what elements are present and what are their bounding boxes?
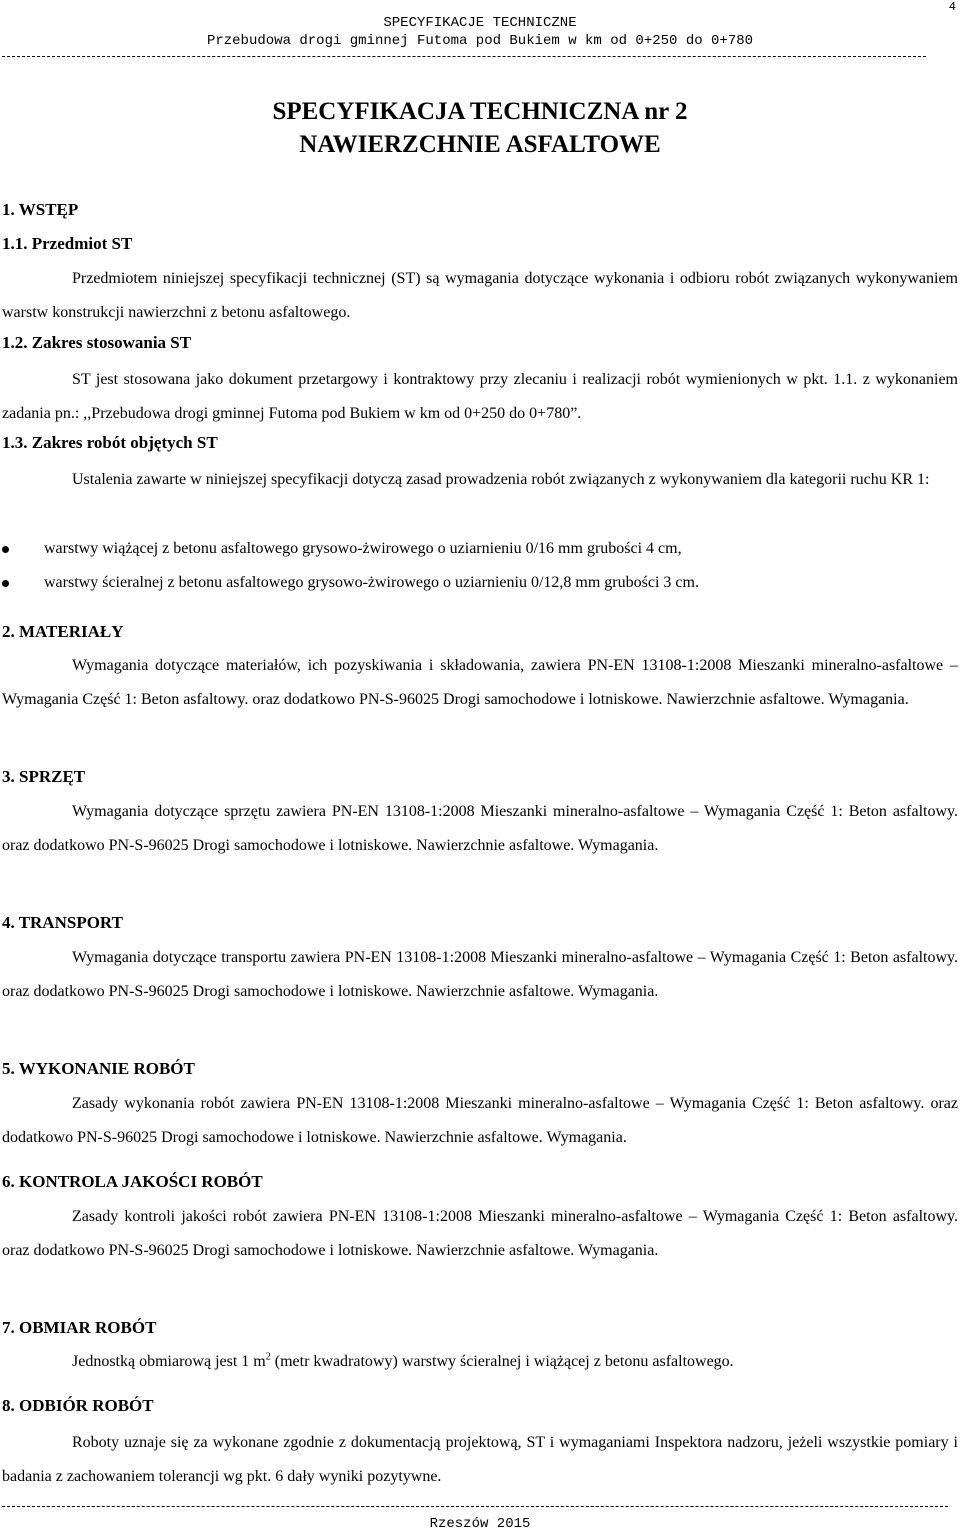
section-heading: 2. MATERIAŁY bbox=[2, 622, 124, 641]
page-number: 4 bbox=[948, 0, 956, 14]
section-heading: 6. KONTROLA JAKOŚCI ROBÓT bbox=[2, 1172, 263, 1191]
section-heading: 5. WYKONANIE ROBÓT bbox=[2, 1059, 195, 1078]
section-heading: 1.2. Zakres stosowania ST bbox=[2, 333, 192, 352]
section-paragraph: ST jest stosowana jako dokument przetargowy i kontraktowy przy zlecaniu i realizacji robót wymienionych w pkt. 1.1. z wykonaniem zadania pn.: ,,Przebudowa drogi gminnej Futoma pod Bukiem w km od 0+250 do 0+780”. bbox=[2, 371, 958, 422]
footer-rule bbox=[2, 1506, 948, 1507]
section-paragraph: Zasady kontroli jakości robót zawiera PN-EN 13108-1:2008 Mieszanki mineralno-asfaltowe – Wymagania Część 1: Beton asfaltowy. oraz dodatkowo PN-S-96025 Drogi samochodowe i lotniskowe. Nawierzchnie asfaltowe. Wymagania. bbox=[2, 1208, 958, 1259]
section-paragraph: Zasady wykonania robót zawiera PN-EN 13108-1:2008 Mieszanki mineralno-asfaltowe – Wymagania Część 1: Beton asfaltowy. oraz dodatkowo PN-S-96025 Drogi samochodowe i lotniskowe. Nawierzchnie asfaltowe. Wymagania. bbox=[2, 1095, 958, 1146]
section-heading: 1.1. Przedmiot ST bbox=[2, 234, 133, 253]
section-heading: 1. WSTĘP bbox=[2, 200, 79, 219]
header-rule bbox=[2, 56, 926, 57]
header-title: SPECYFIKACJE TECHNICZNE bbox=[383, 15, 577, 31]
bullet-icon bbox=[2, 546, 9, 553]
doc-title-line1: SPECYFIKACJA TECHNICZNA nr 2 bbox=[272, 98, 688, 125]
section-paragraph: Ustalenia zawarte w niniejszej specyfikacji dotyczą zasad prowadzenia robót związanych z wykonywaniem dla kategorii ruchu KR 1: bbox=[72, 471, 930, 488]
section-heading: 7. OBMIAR ROBÓT bbox=[2, 1318, 157, 1337]
bullet-icon bbox=[2, 580, 9, 587]
doc-title-line2: NAWIERZCHNIE ASFALTOWE bbox=[299, 131, 661, 158]
section-heading: 1.3. Zakres robót objętych ST bbox=[2, 433, 218, 452]
bullet-list bbox=[2, 532, 958, 600]
section-paragraph: Roboty uznaje się za wykonane zgodnie z dokumentacją projektową, ST i wymaganiami Inspektora nadzoru, jeżeli wszystkie pomiary i badania z zachowaniem tolerancji wg pkt. 6 dały wyniki pozytywne. bbox=[2, 1434, 958, 1485]
section-paragraph: Jednostką obmiarową jest 1 $m^2$ (metr kwadratowy) warstwy ścieralnej i wiążącej z betonu asfaltowego. bbox=[72, 1351, 734, 1370]
section-heading: 8. ODBIÓR ROBÓT bbox=[2, 1396, 154, 1415]
section-paragraph: Wymagania dotyczące transportu zawiera PN-EN 13108-1:2008 Mieszanki mineralno-asfaltowe – Wymagania Część 1: Beton asfaltowy. oraz dodatkowo PN-S-96025 Drogi samochodowe i lotniskowe. Nawierzchnie asfaltowe. Wymagania. bbox=[2, 949, 958, 1000]
list-item: warstwy ścieralnej z betonu asfaltowego grysowo-żwirowego o uziarnieniu 0/12,8 mm grubości 3 cm. bbox=[2, 566, 958, 600]
header-subtitle: Przebudowa drogi gminnej Futoma pod Bukiem w km od 0+250 do 0+780 bbox=[206, 33, 754, 49]
section-paragraph: Przedmiotem niniejszej specyfikacji technicznej (ST) są wymagania dotyczące wykonania i odbioru robót związanych wykonywaniem warstw konstrukcji nawierzchni z betonu asfaltowego. bbox=[2, 270, 958, 321]
section-heading: 3. SPRZĘT bbox=[2, 767, 86, 786]
section-paragraph: Wymagania dotyczące sprzętu zawiera PN-EN 13108-1:2008 Mieszanki mineralno-asfaltowe – Wymagania Część 1: Beton asfaltowy. oraz dodatkowo PN-S-96025 Drogi samochodowe i lotniskowe. Nawierzchnie asfaltowe. Wymagania. bbox=[2, 803, 958, 854]
footer-city: Rzeszów 2015 bbox=[429, 1516, 531, 1532]
section-paragraph: Wymagania dotyczące materiałów, ich pozyskiwania i składowania, zawiera PN-EN 13108-1:2008 Mieszanki mineralno-asfaltowe – Wymagania Część 1: Beton asfaltowy. oraz dodatkowo PN-S-96025 Drogi samochodowe i lotniskowe. Nawierzchnie asfaltowe. Wymagania. bbox=[2, 657, 958, 708]
section-heading: 4. TRANSPORT bbox=[2, 913, 123, 932]
list-item: warstwy wiążącej z betonu asfaltowego grysowo-żwirowego o uziarnieniu 0/16 mm grubości 4 cm, bbox=[2, 532, 958, 566]
